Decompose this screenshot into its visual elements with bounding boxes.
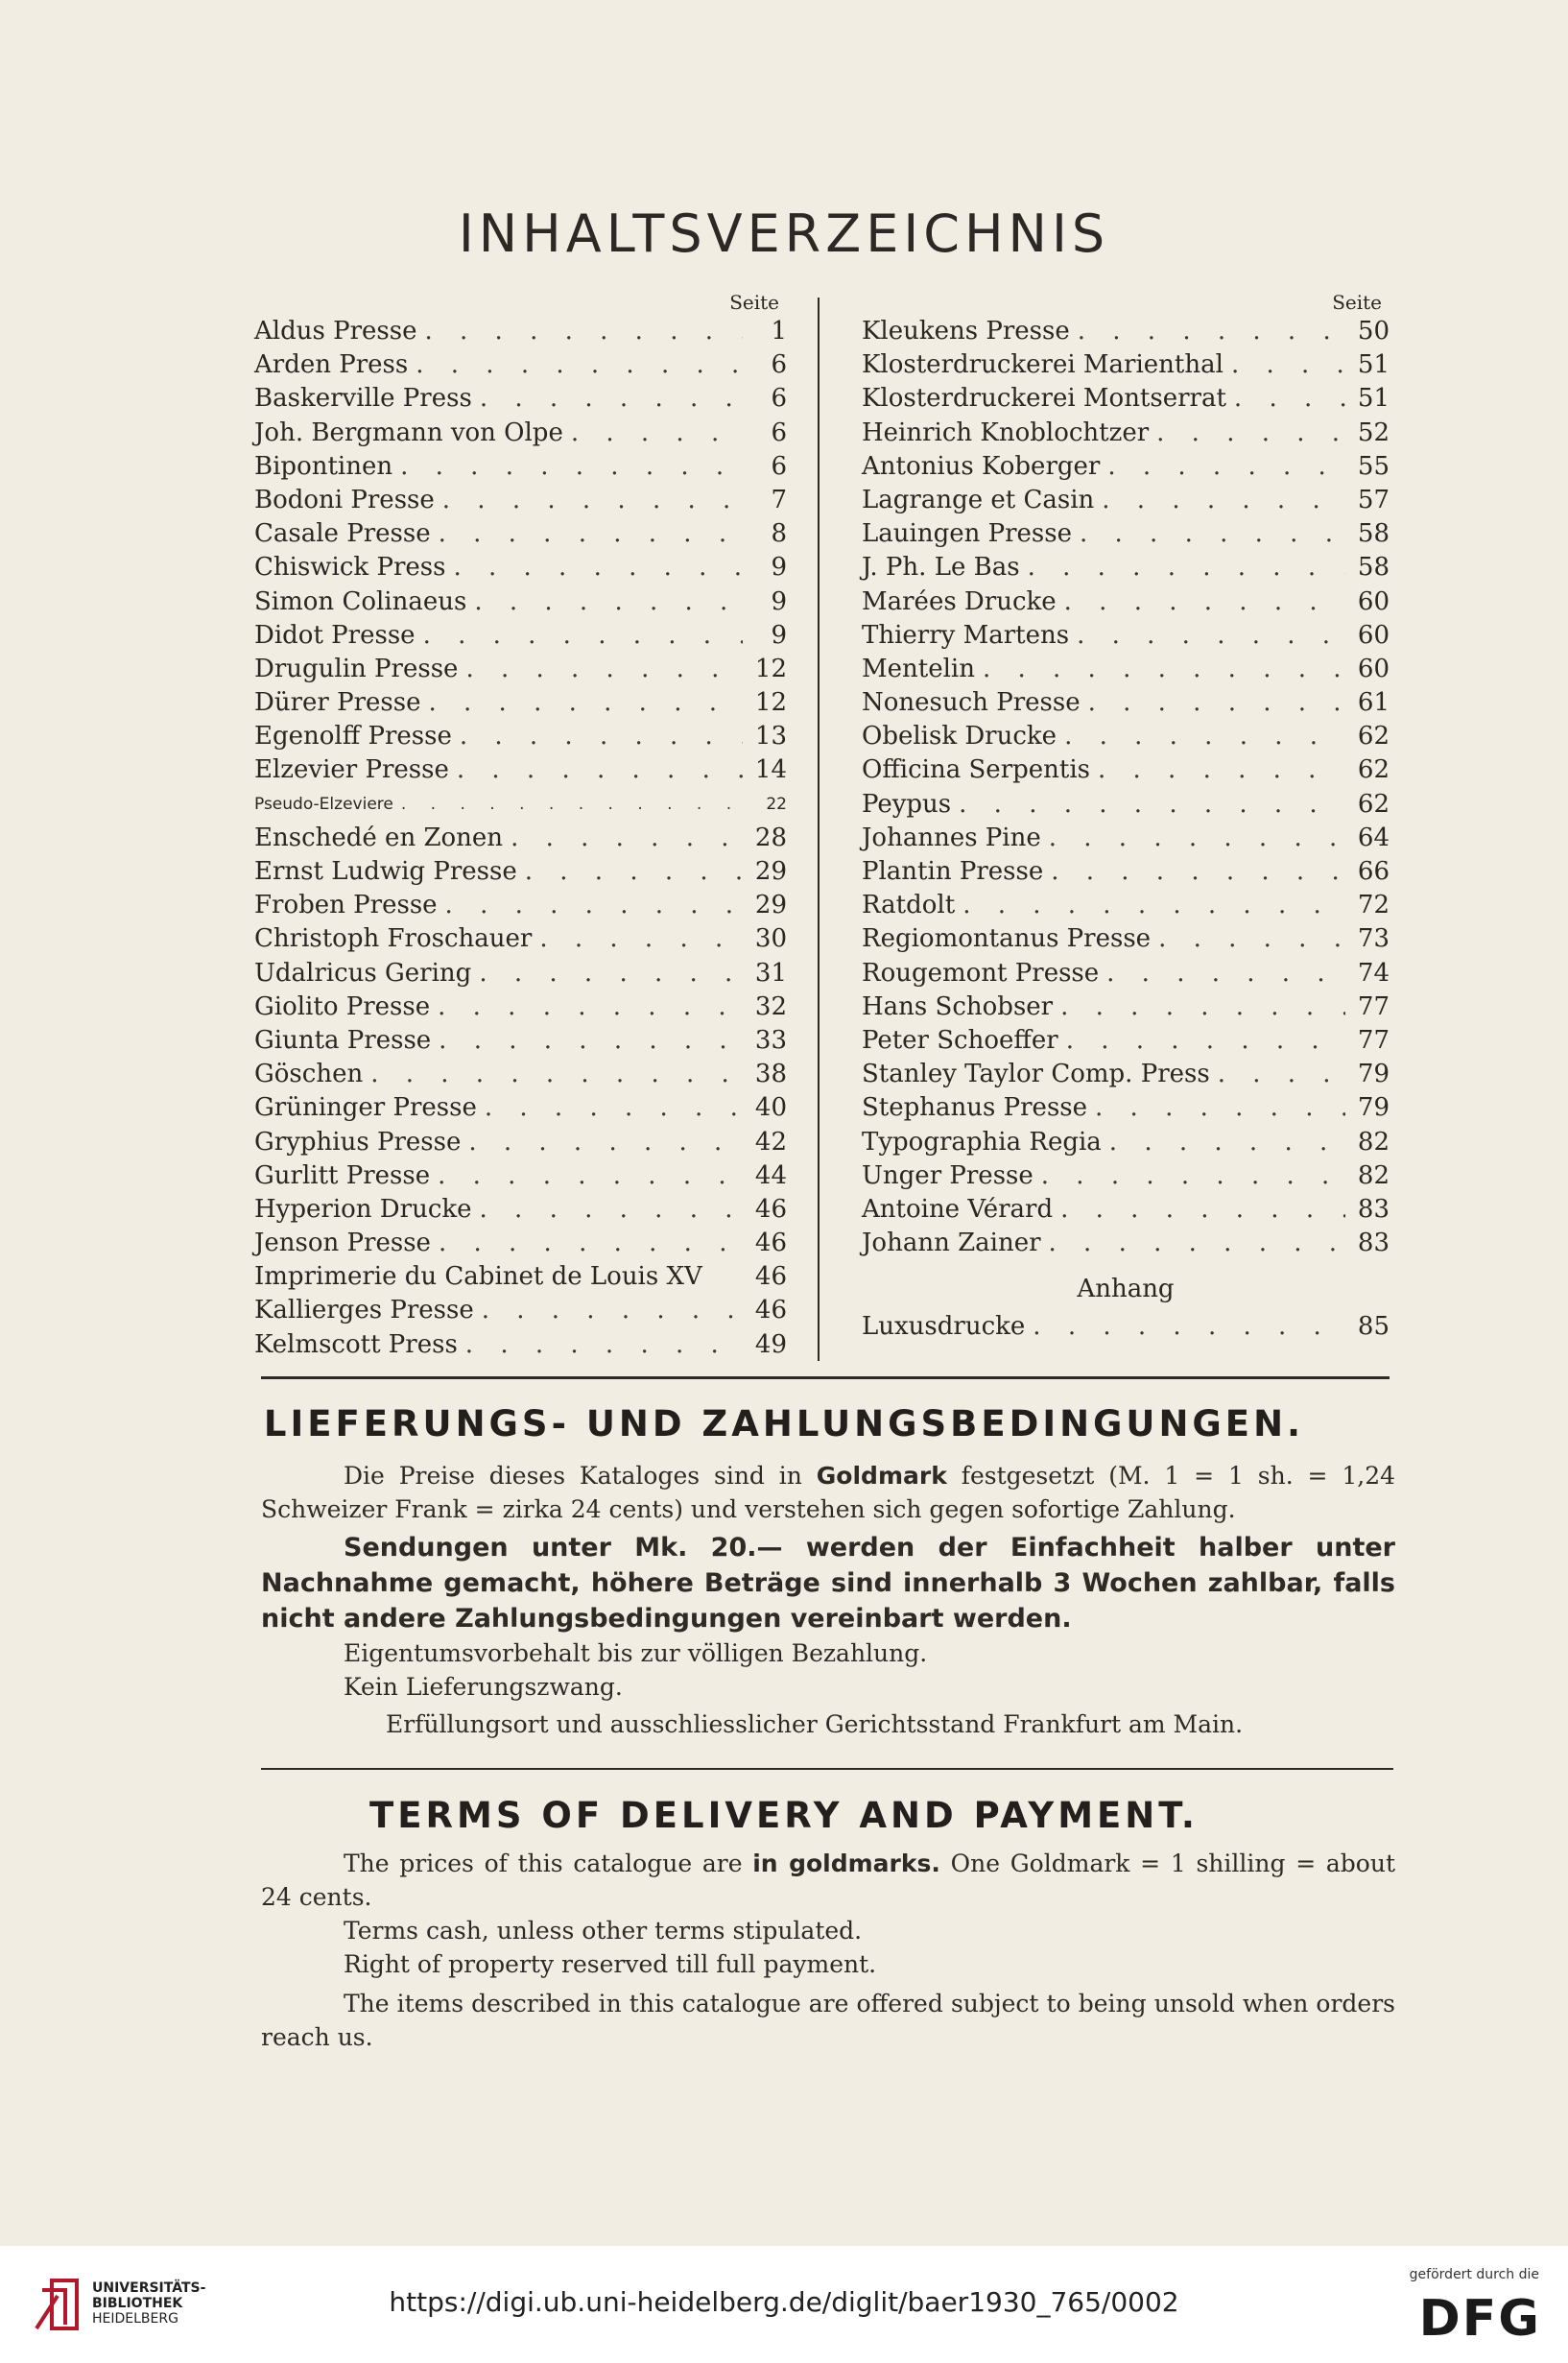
anhang-label: Anhang	[1077, 1275, 1175, 1304]
toc-entry	[254, 1294, 787, 1327]
toc-entry-page: 57	[1357, 485, 1390, 514]
toc-entry-name: Ratdolt	[862, 891, 956, 920]
toc-entry	[254, 484, 787, 517]
leader-dots	[1060, 1193, 1345, 1227]
toc-entry	[862, 585, 1390, 619]
toc-entry-name: Udalricus Gering	[254, 958, 472, 988]
toc-entry-name: Kleukens Presse	[862, 317, 1070, 346]
toc-entry	[862, 788, 1390, 822]
leader-dots	[1156, 417, 1345, 450]
toc-entry	[862, 1058, 1390, 1091]
toc-entry	[254, 822, 787, 855]
toc-entry-page: 8	[771, 519, 787, 549]
toc-entry-page: 28	[754, 823, 787, 852]
toc-entry-page: 6	[771, 451, 787, 481]
leader-dots	[428, 686, 743, 720]
leader-dots	[539, 922, 743, 956]
leader-dots	[1098, 753, 1345, 787]
toc-entry	[254, 1058, 787, 1091]
toc-entry	[862, 1091, 1390, 1125]
toc-entry	[862, 315, 1390, 348]
toc-entry-page: 82	[1357, 1160, 1390, 1190]
toc-entry	[254, 1024, 787, 1058]
toc-entry-name: Christoph Froschauer	[254, 924, 533, 954]
toc-entry-page: 64	[1357, 823, 1390, 852]
toc-entry	[254, 1260, 787, 1294]
toc-entry-name: Lauingen Presse	[862, 519, 1072, 549]
leader-dots	[1231, 348, 1345, 382]
toc-entry-page: 72	[1357, 891, 1390, 920]
toc-entry-name: Antonius Koberger	[862, 451, 1101, 481]
german-line-delivery: Kein Lieferungszwang.	[344, 1673, 623, 1701]
toc-entry-page: 73	[1357, 924, 1390, 954]
toc-entry-name: Johannes Pine	[862, 823, 1041, 852]
toc-right-list	[862, 315, 1390, 1260]
leader-dots	[511, 822, 743, 855]
divider-rule-2	[261, 1768, 1393, 1770]
toc-entry	[862, 720, 1390, 753]
toc-entry-name: Giunta Presse	[254, 1025, 432, 1055]
leader-dots	[401, 788, 743, 822]
leader-dots	[474, 585, 743, 619]
toc-entry-page: 30	[754, 924, 787, 954]
toc-entry-name: Kelmscott Press	[254, 1329, 458, 1359]
leader-dots	[439, 517, 743, 551]
leader-dots	[445, 889, 743, 922]
toc-entry-page: 50	[1357, 317, 1390, 346]
leader-dots	[525, 855, 743, 889]
leader-dots	[1218, 1058, 1345, 1091]
german-cod-paragraph: Sendungen unter Mk. 20.— werden der Einfachheit halber unter Nachnahme gemacht, höhere Beträge sind innerhalb 3 Wochen zahlbar, falls nicht andere Zahlungsbedingungen vereinbart werden.	[261, 1533, 1395, 1634]
toc-entry	[862, 991, 1390, 1024]
toc-entry	[254, 720, 787, 753]
toc-entry	[862, 653, 1390, 686]
toc-entry-name: Peypus	[862, 789, 952, 819]
toc-entry-page: 79	[1357, 1060, 1390, 1089]
toc-entry-page: 7	[771, 485, 787, 514]
leader-dots	[439, 1227, 743, 1260]
toc-entry-page: 31	[754, 958, 787, 988]
toc-entry-name: Ernst Ludwig Presse	[254, 857, 517, 886]
digitization-footer	[0, 2246, 1568, 2363]
toc-entry-page: 9	[771, 586, 787, 616]
toc-entry-name: Typographia Regia	[862, 1127, 1102, 1157]
leader-dots	[1041, 1159, 1345, 1193]
toc-entry	[254, 417, 787, 450]
toc-entry	[862, 1024, 1390, 1058]
leader-dots	[959, 788, 1345, 822]
toc-entry-name: Unger Presse	[862, 1160, 1033, 1190]
toc-entry-page: 61	[1357, 688, 1390, 718]
toc-entry-page: 77	[1357, 1025, 1390, 1055]
toc-entry	[254, 991, 787, 1024]
toc-entry-page: 74	[1357, 958, 1390, 988]
toc-entry	[254, 1227, 787, 1260]
english-terms-heading: TERMS OF DELIVERY AND PAYMENT.	[369, 1795, 1199, 1836]
toc-entry-name: Elzevier Presse	[254, 755, 449, 785]
leader-dots	[1102, 484, 1345, 517]
english-unsold-paragraph: The items described in this catalogue are offered subject to being unsold when orders reach us.	[261, 1990, 1395, 2051]
toc-entry	[254, 686, 787, 720]
leader-dots	[1049, 822, 1345, 855]
toc-entry-page: 12	[754, 654, 787, 683]
english-price-paragraph: The prices of this catalogue are in goldmarks. One Goldmark = 1 shilling = about 24 cents.	[261, 1850, 1395, 1911]
toc-entry-name: Egenolff Presse	[254, 722, 452, 752]
toc-entry-page: 62	[1357, 789, 1390, 819]
toc-entry-name: Plantin Presse	[862, 857, 1044, 886]
toc-entry-page: 62	[1357, 722, 1390, 752]
toc-entry-name: Stephanus Presse	[862, 1093, 1088, 1123]
leader-dots	[571, 417, 743, 450]
toc-entry-name: Göschen	[254, 1060, 364, 1089]
toc-entry-page: 82	[1357, 1127, 1390, 1157]
toc-entry	[862, 348, 1390, 382]
toc-entry-page: 83	[1357, 1229, 1390, 1258]
toc-left-list	[254, 315, 787, 1362]
leader-dots	[485, 1091, 743, 1125]
toc-entry	[862, 484, 1390, 517]
toc-entry-name: Casale Presse	[254, 519, 431, 549]
toc-entry-page: 58	[1357, 553, 1390, 583]
toc-entry-name: J. Ph. Le Bas	[862, 553, 1020, 583]
toc-entry	[254, 585, 787, 619]
toc-entry	[862, 1227, 1390, 1260]
dfg-logo: DFG	[1418, 2290, 1541, 2348]
leader-dots	[424, 315, 743, 348]
leader-dots	[479, 957, 743, 991]
german-line-jurisdiction: Erfüllungsort und ausschliesslicher Gerichtsstand Frankfurt am Main.	[386, 1710, 1244, 1738]
toc-entry	[862, 855, 1390, 889]
toc-entry-page: 44	[754, 1160, 787, 1190]
toc-entry-name: Luxusdrucke	[862, 1312, 1026, 1342]
leader-dots	[457, 753, 743, 787]
toc-entry	[254, 1328, 787, 1362]
leader-dots	[1088, 686, 1345, 720]
toc-entry	[862, 417, 1390, 450]
toc-entry-page: 85	[1357, 1312, 1390, 1342]
toc-entry-name: Hyperion Drucke	[254, 1194, 472, 1224]
toc-entry	[254, 1126, 787, 1159]
leader-dots	[1158, 922, 1345, 956]
toc-entry-name: Thierry Martens	[862, 620, 1070, 650]
toc-entry-name: Baskerville Press	[254, 384, 472, 414]
toc-entry	[862, 686, 1390, 720]
leader-dots	[1033, 1310, 1345, 1344]
toc-entry-name: Dürer Presse	[254, 688, 421, 718]
toc-entry-name: Gurlitt Presse	[254, 1160, 431, 1190]
toc-entry-page: 49	[754, 1329, 787, 1359]
toc-entry-page: 60	[1357, 620, 1390, 650]
toc-entry	[862, 382, 1390, 416]
leader-dots	[482, 1294, 743, 1327]
toc-entry	[862, 1193, 1390, 1227]
leader-dots	[1049, 1227, 1345, 1260]
leader-dots	[439, 1024, 743, 1058]
toc-entry-page: 32	[754, 991, 787, 1021]
toc-entry-name: Simon Colinaeus	[254, 586, 467, 616]
toc-entry-page: 40	[754, 1093, 787, 1123]
toc-entry-name: Rougemont Presse	[862, 958, 1100, 988]
toc-entry	[862, 551, 1390, 585]
leader-dots	[480, 1193, 743, 1227]
toc-entry-name: Lagrange et Casin	[862, 485, 1095, 514]
toc-entry	[862, 753, 1390, 787]
toc-entry	[254, 855, 787, 889]
toc-entry-name: Obelisk Drucke	[862, 722, 1057, 752]
leader-dots	[1077, 619, 1345, 653]
toc-entry-name: Aldus Presse	[254, 317, 417, 346]
toc-entry-page: 29	[754, 857, 787, 886]
toc-entry-name: Heinrich Knoblochtzer	[862, 418, 1150, 447]
toc-entry	[862, 922, 1390, 956]
german-terms-heading: LIEFERUNGS- UND ZAHLUNGSBEDINGUNGEN.	[263, 1403, 1305, 1444]
toc-entry	[254, 889, 787, 922]
english-line-cash: Terms cash, unless other terms stipulated.	[344, 1917, 863, 1945]
toc-entry-page: 38	[754, 1060, 787, 1089]
leader-dots	[465, 1328, 743, 1362]
toc-entry-page: 13	[754, 722, 787, 752]
toc-entry-name: Jenson Presse	[254, 1229, 431, 1258]
leader-dots	[1051, 855, 1345, 889]
toc-entry	[254, 1159, 787, 1193]
toc-entry-page: 29	[754, 891, 787, 920]
leader-dots	[983, 653, 1345, 686]
toc-entry-name: Antoine Vérard	[862, 1194, 1054, 1224]
toc-entry-page: 22	[766, 794, 787, 814]
toc-entry	[254, 922, 787, 956]
seite-label-right: Seite	[1332, 291, 1382, 314]
toc-entry	[862, 889, 1390, 922]
toc-entry	[862, 450, 1390, 484]
leader-dots	[442, 484, 743, 517]
toc-entry-page: 62	[1357, 755, 1390, 785]
leader-dots	[1064, 585, 1345, 619]
toc-right-column	[862, 290, 1390, 1344]
toc-entry-name: Peter Schoeffer	[862, 1025, 1058, 1055]
page-title: INHALTSVERZEICHNIS	[458, 203, 1110, 264]
leader-dots	[1066, 1024, 1345, 1058]
toc-entry-page: 60	[1357, 586, 1390, 616]
toc-entry	[254, 788, 787, 822]
toc-entry-name: Stanley Taylor Comp. Press	[862, 1060, 1210, 1089]
leader-dots	[1078, 315, 1345, 348]
toc-left-column	[254, 290, 787, 1362]
toc-entry-page: 9	[771, 553, 787, 583]
toc-entry-page: 52	[1357, 418, 1390, 447]
toc-entry-page: 9	[771, 620, 787, 650]
toc-entry-page: 6	[771, 418, 787, 447]
leader-dots	[438, 1159, 743, 1193]
leader-dots	[468, 1126, 743, 1159]
toc-entry	[254, 753, 787, 787]
leader-dots	[453, 551, 743, 585]
english-terms-body	[261, 1847, 1395, 2054]
toc-entry-page: 14	[754, 755, 787, 785]
toc-entry	[254, 1193, 787, 1227]
leader-dots	[400, 450, 743, 484]
leader-dots	[438, 991, 743, 1024]
toc-entry-name: Regiomontanus Presse	[862, 924, 1152, 954]
toc-entry-name: Kallierges Presse	[254, 1296, 474, 1325]
toc-entry-page: 46	[754, 1262, 787, 1292]
toc-entry-page: 46	[754, 1229, 787, 1258]
source-url-link[interactable]: https://digi.ub.uni-heidelberg.de/diglit/baer1930_765/0002	[389, 2286, 1179, 2318]
funded-by-label: gefördert durch die	[1409, 2267, 1539, 2282]
leader-dots	[1095, 1091, 1345, 1125]
toc-entry	[254, 315, 787, 348]
german-terms-body	[261, 1459, 1395, 1741]
toc-entry	[862, 517, 1390, 551]
library-name: UNIVERSITÄTS- BIBLIOTHEK HEIDELBERG	[92, 2280, 206, 2327]
toc-entry-page: 79	[1357, 1093, 1390, 1123]
leader-dots	[416, 348, 743, 382]
english-line-property: Right of property reserved till full payment.	[344, 1950, 877, 1978]
column-divider	[818, 298, 820, 1361]
leader-dots	[1080, 517, 1345, 551]
toc-entry-name: Arden Press	[254, 350, 409, 380]
toc-entry	[862, 619, 1390, 653]
toc-entry-page: 51	[1357, 384, 1390, 414]
toc-entry-page: 1	[771, 317, 787, 346]
toc-entry	[254, 1091, 787, 1125]
toc-entry-name: Grüninger Presse	[254, 1093, 477, 1123]
toc-entry-name: Bipontinen	[254, 451, 393, 481]
toc-entry-name: Drugulin Presse	[254, 654, 459, 683]
leader-dots	[370, 1058, 743, 1091]
toc-entry-page: 60	[1357, 654, 1390, 683]
toc-entry-page: 42	[754, 1127, 787, 1157]
german-line-ownership: Eigentumsvorbehalt bis zur völligen Bezahlung.	[344, 1639, 928, 1667]
toc-entry-page: 58	[1357, 519, 1390, 549]
leader-dots	[962, 889, 1345, 922]
leader-dots	[1064, 720, 1345, 753]
toc-entry-page: 12	[754, 688, 787, 718]
leader-dots	[1234, 382, 1345, 416]
toc-entry-name: Mentelin	[862, 654, 975, 683]
seite-label-left: Seite	[729, 291, 779, 314]
toc-entry-page: 66	[1357, 857, 1390, 886]
toc-entry	[254, 957, 787, 991]
toc-entry-name: Imprimerie du Cabinet de Louis XV	[254, 1262, 702, 1292]
toc-entry	[254, 517, 787, 551]
toc-entry-name: Klosterdruckerei Marienthal	[862, 350, 1224, 380]
toc-entry-name: Klosterdruckerei Montserrat	[862, 384, 1226, 414]
toc-entry-page: 33	[754, 1025, 787, 1055]
leader-dots	[480, 382, 743, 416]
toc-entry-page: 6	[771, 384, 787, 414]
toc-entry-name: Didot Presse	[254, 620, 416, 650]
toc-entry	[862, 957, 1390, 991]
toc-entry	[862, 822, 1390, 855]
toc-entry-page: 55	[1357, 451, 1390, 481]
divider-rule	[261, 1376, 1390, 1379]
toc-entry-page: 77	[1357, 991, 1390, 1021]
toc-entry-page: 83	[1357, 1194, 1390, 1224]
toc-entry-name: Officina Serpentis	[862, 755, 1090, 785]
toc-entry	[254, 653, 787, 686]
toc-entry	[254, 348, 787, 382]
toc-entry-page: 51	[1357, 350, 1390, 380]
toc-entry-page: 6	[771, 350, 787, 380]
leader-dots	[460, 720, 743, 753]
leader-dots	[1106, 957, 1345, 991]
leader-dots	[1109, 1126, 1345, 1159]
toc-entry-name: Chiswick Press	[254, 553, 446, 583]
leader-dots	[1060, 991, 1345, 1024]
toc-entry-anhang	[862, 1310, 1390, 1344]
toc-entry-name: Joh. Bergmann von Olpe	[254, 418, 563, 447]
toc-entry-name: Froben Presse	[254, 891, 438, 920]
toc-entry-name: Johann Zainer	[862, 1229, 1041, 1258]
toc-entry	[862, 1126, 1390, 1159]
toc-entry-name: Marées Drucke	[862, 586, 1057, 616]
toc-entry-page: 46	[754, 1194, 787, 1224]
leader-dots	[1107, 450, 1345, 484]
toc-entry	[254, 382, 787, 416]
toc-entry	[254, 619, 787, 653]
toc-entry	[254, 450, 787, 484]
leader-dots	[1028, 551, 1345, 585]
toc-entry-name: Pseudo-Elzeviere	[254, 794, 393, 814]
toc-entry	[862, 1159, 1390, 1193]
leader-dots	[465, 653, 743, 686]
toc-entry-name: Gryphius Presse	[254, 1127, 462, 1157]
toc-entry-name: Nonesuch Presse	[862, 688, 1081, 718]
toc-entry-page: 46	[754, 1296, 787, 1325]
toc-entry-name: Hans Schobser	[862, 991, 1054, 1021]
german-price-paragraph: Die Preise dieses Kataloges sind in Goldmark festgesetzt (M. 1 = 1 sh. = 1,24 Schweizer Frank = zirka 24 cents) und verstehen sich gegen sofortige Zahlung.	[261, 1462, 1396, 1523]
toc-entry	[254, 551, 787, 585]
toc-entry-name: Bodoni Presse	[254, 485, 435, 514]
toc-entry-name: Giolito Presse	[254, 991, 431, 1021]
leader-dots	[423, 619, 743, 653]
toc-entry-name: Enschedé en Zonen	[254, 823, 504, 852]
